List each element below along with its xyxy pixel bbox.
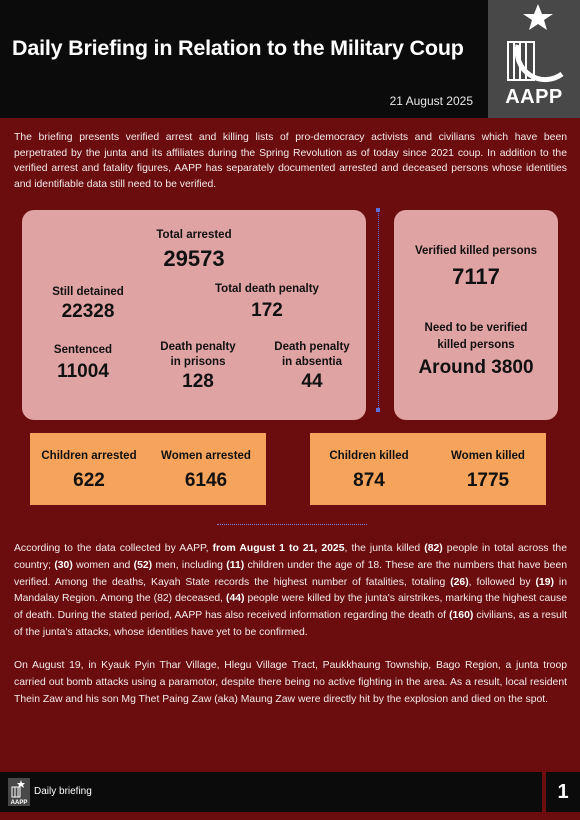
sentenced-label: Sentenced: [53, 344, 113, 356]
p1-text-1: According to the data collected by AAPP,: [14, 543, 213, 554]
page-title: Daily Briefing in Relation to the Military Coup: [12, 36, 464, 60]
p1-children-killed: (11): [226, 559, 245, 571]
p1-unconfirmed-count: (160): [449, 610, 474, 622]
unverified-killed: [394, 320, 558, 380]
p1-text-10: civilians, as a result of the junta's attacks, whose identities have yet to be confirmed.: [14, 610, 567, 638]
p1-text-3: people in total across the country;: [14, 543, 567, 571]
children-arrested-value: 622: [73, 470, 105, 491]
sentenced-value: 11004: [57, 361, 109, 382]
p1-text-4: women and: [72, 559, 134, 571]
dp-absentia-label-2: in absentia: [281, 356, 343, 368]
total-death-penalty: [192, 282, 342, 323]
divider-dot-top: [376, 208, 380, 212]
killed-demographics-box: [310, 433, 546, 505]
dp-absentia-label-1: Death penalty: [274, 341, 350, 353]
unverified-killed-value: Around 3800: [418, 357, 534, 378]
verified-killed: [394, 244, 558, 291]
p1-text-2: , the junta killed: [344, 543, 425, 554]
women-killed: [434, 449, 542, 493]
star-bars-icon: [488, 0, 580, 86]
dp-prisons-label-2: in prisons: [170, 356, 226, 368]
women-arrested-label: Women arrested: [161, 450, 251, 462]
dp-prisons-label-1: Death penalty: [160, 341, 236, 353]
p1-text-7: , followed by: [468, 576, 536, 588]
total-arrested-label: Total arrested: [156, 229, 232, 241]
total-arrested: [134, 228, 254, 273]
p1-date-range: from August 1 to 21, 2025: [212, 543, 345, 554]
children-killed-label: Children killed: [329, 450, 409, 462]
footer-logo-text: AAPP: [10, 800, 28, 806]
women-arrested-value: 6146: [184, 470, 228, 491]
still-detained-label: Still detained: [52, 286, 124, 298]
summary-paragraph: [14, 541, 567, 642]
page-number: 1: [546, 772, 580, 812]
divider-dot-bottom: [376, 408, 380, 412]
footer-logo-icon: [8, 778, 30, 806]
children-arrested: [34, 449, 144, 493]
dp-prisons-value: 128: [182, 371, 214, 392]
p1-text-5: men, including: [152, 559, 227, 571]
verified-killed-label: Verified killed persons: [414, 245, 538, 257]
death-penalty-prisons: [148, 340, 248, 394]
killed-panel: [394, 210, 558, 420]
footer-label: Daily briefing: [34, 786, 92, 797]
p1-airstrike-count: (44): [226, 593, 245, 605]
p1-text-6: children under the age of 18. These are the numbers that have been verified. Among the deaths, Kayah State records the highest number of fatalities, totaling: [14, 559, 567, 588]
p1-women-killed: (30): [54, 559, 73, 571]
sentenced: [36, 343, 130, 384]
arrests-panel: [22, 210, 366, 420]
verified-killed-value: 7117: [452, 264, 500, 289]
total-death-penalty-label: Total death penalty: [215, 283, 319, 295]
p1-text-8: in Mandalay Region. Among the (82) deceased,: [14, 576, 567, 605]
panel-divider: [378, 210, 379, 410]
briefing-date: 21 August 2025: [389, 94, 473, 108]
p1-mandalay-count: (19): [535, 576, 554, 588]
p1-kayah-count: (26): [450, 576, 469, 588]
footer: [0, 772, 542, 812]
header: [0, 0, 580, 118]
dp-absentia-value: 44: [301, 371, 323, 392]
section-divider: [217, 524, 367, 525]
incident-paragraph: On August 19, in Kyauk Pyin Thar Village, Hlegu Village Tract, Paukkhaung Township, Bago Region, a junta troop carried out bomb attacks using a paramotor, despite there being no active fighting in the area. As a result, local resident Thein Zaw and his son Mg Thet Paing Zaw (aka) Maung Zaw were directly hit by the explosion and died on the spot.: [14, 660, 567, 705]
women-killed-label: Women killed: [451, 450, 525, 462]
women-arrested: [150, 449, 262, 493]
children-killed: [314, 449, 424, 493]
still-detained-value: 22328: [61, 301, 115, 322]
intro-paragraph: The briefing presents verified arrest and killing lists of pro-democracy activists and civilians which have been perpetrated by the junta and its affiliates during the Spring Revolution as of today since 2021 coup. In addition to the verified arrest and fatality figures, AAPP has separately documented arrested and deceased persons whose identities and identifiable data still need to be verified.: [14, 132, 567, 190]
p1-text-9: people were killed by the junta's airstrikes, marking the highest cause of death. During the stated period, AAPP has also received information regarding the death of: [14, 593, 568, 622]
children-arrested-label: Children arrested: [41, 450, 137, 462]
p1-total-killed: (82): [424, 543, 443, 554]
death-penalty-absentia: [262, 340, 362, 394]
unverified-label-1: Need to be verified: [424, 322, 528, 334]
aapp-logo: [488, 0, 580, 118]
children-killed-value: 874: [353, 470, 385, 491]
p1-men-killed: (52): [133, 559, 153, 571]
still-detained: [36, 285, 140, 324]
total-arrested-value: 29573: [163, 246, 225, 271]
arrested-demographics-box: [30, 433, 266, 505]
total-death-penalty-value: 172: [251, 300, 283, 321]
unverified-label-2: killed persons: [437, 339, 515, 351]
logo-text: AAPP: [505, 86, 563, 108]
women-killed-value: 1775: [466, 470, 510, 491]
